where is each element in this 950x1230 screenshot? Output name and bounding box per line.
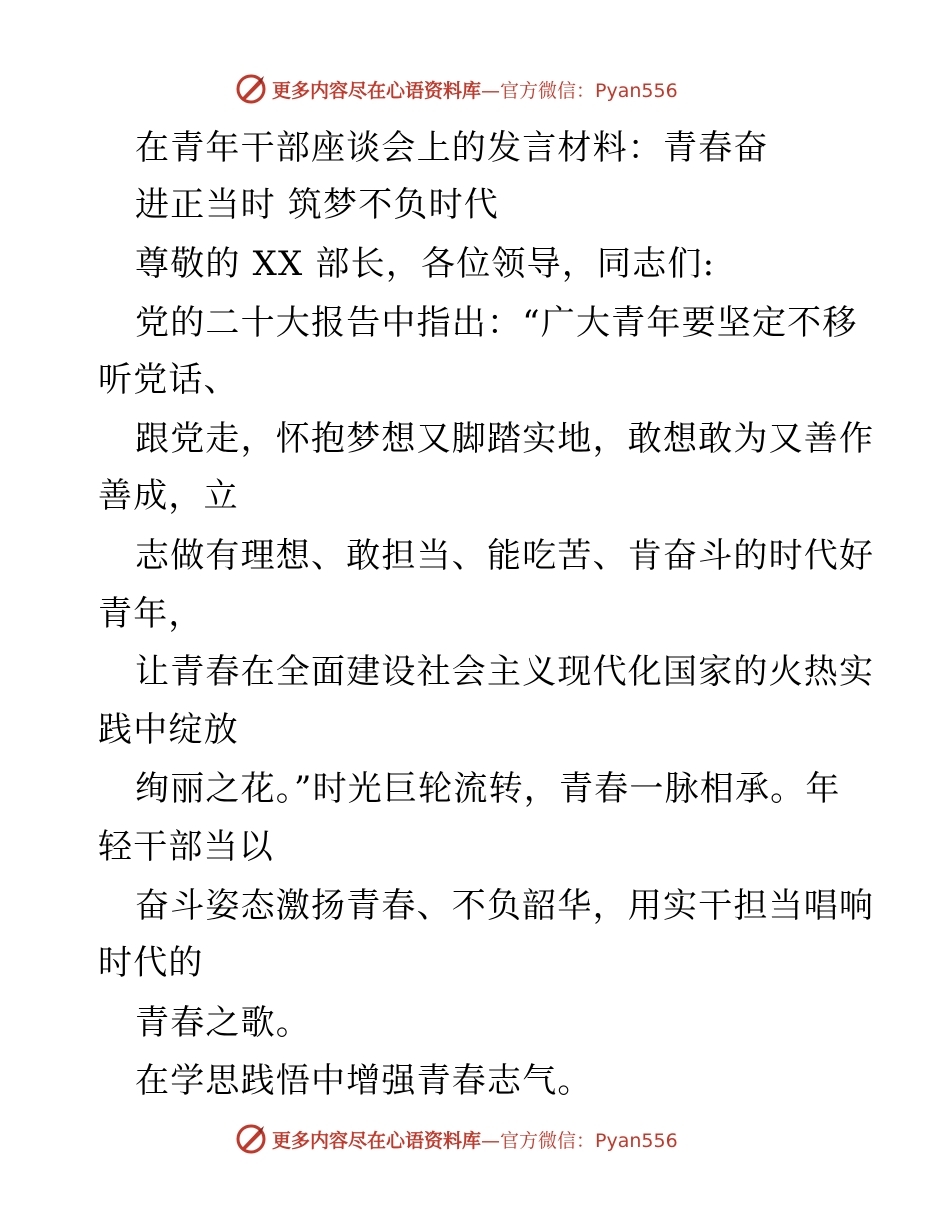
paragraph-line: 党的二十大报告中指出：“广大青年要坚定不移: [135, 303, 858, 343]
watermark-text: [272, 76, 678, 103]
section-heading-line: 在学思践悟中增强青春志气。: [135, 1061, 593, 1101]
paragraph-line: 践中绽放: [98, 710, 239, 750]
watermark-dash: —: [481, 79, 501, 102]
paragraph-line: 青年，: [98, 594, 204, 634]
paragraph-line: 青春之歌。: [135, 1003, 311, 1043]
paragraph-line: 时代的: [98, 943, 204, 983]
salutation-line: 尊敬的 XX 部长，各位领导，同志们:: [135, 244, 716, 284]
paragraph-line: 志做有理想、敢担当、能吃苦、肯奋斗的时代好: [135, 536, 875, 576]
paragraph-line: 奋斗姿态激扬青春、不负韶华，用实干担当唱响: [135, 886, 875, 926]
paragraph-line: 善成，立: [98, 476, 239, 516]
watermark-site-text: 更多内容尽在心语资料库: [272, 1129, 482, 1152]
watermark-text: [272, 1126, 678, 1153]
paragraph-line: 轻干部当以: [98, 827, 274, 867]
watermark-wechat-text: 官方微信：Pyan556: [500, 1129, 678, 1152]
paragraph-line: 让青春在全面建设社会主义现代化国家的火热实: [135, 652, 875, 692]
watermark-site-text: 更多内容尽在心语资料库: [272, 79, 482, 102]
footer-watermark-banner: [234, 1122, 678, 1156]
quill-pen-logo-icon: [234, 72, 268, 106]
paragraph-line: 听党话、: [98, 360, 239, 400]
title-line-2: 进正当时 筑梦不负时代: [135, 185, 500, 225]
paragraph-line: 绚丽之花。”时光巨轮流转，青春一脉相承。年: [135, 769, 841, 809]
paragraph-line: 跟党走，怀抱梦想又脚踏实地，敢想敢为又善作: [135, 419, 875, 459]
watermark-dash: —: [481, 1129, 501, 1152]
quill-pen-logo-icon: [234, 1122, 268, 1156]
header-watermark-banner: [234, 72, 678, 106]
watermark-wechat-text: 官方微信：Pyan556: [500, 79, 678, 102]
title-line-1: 在青年干部座谈会上的发言材料：青春奋: [135, 128, 769, 168]
